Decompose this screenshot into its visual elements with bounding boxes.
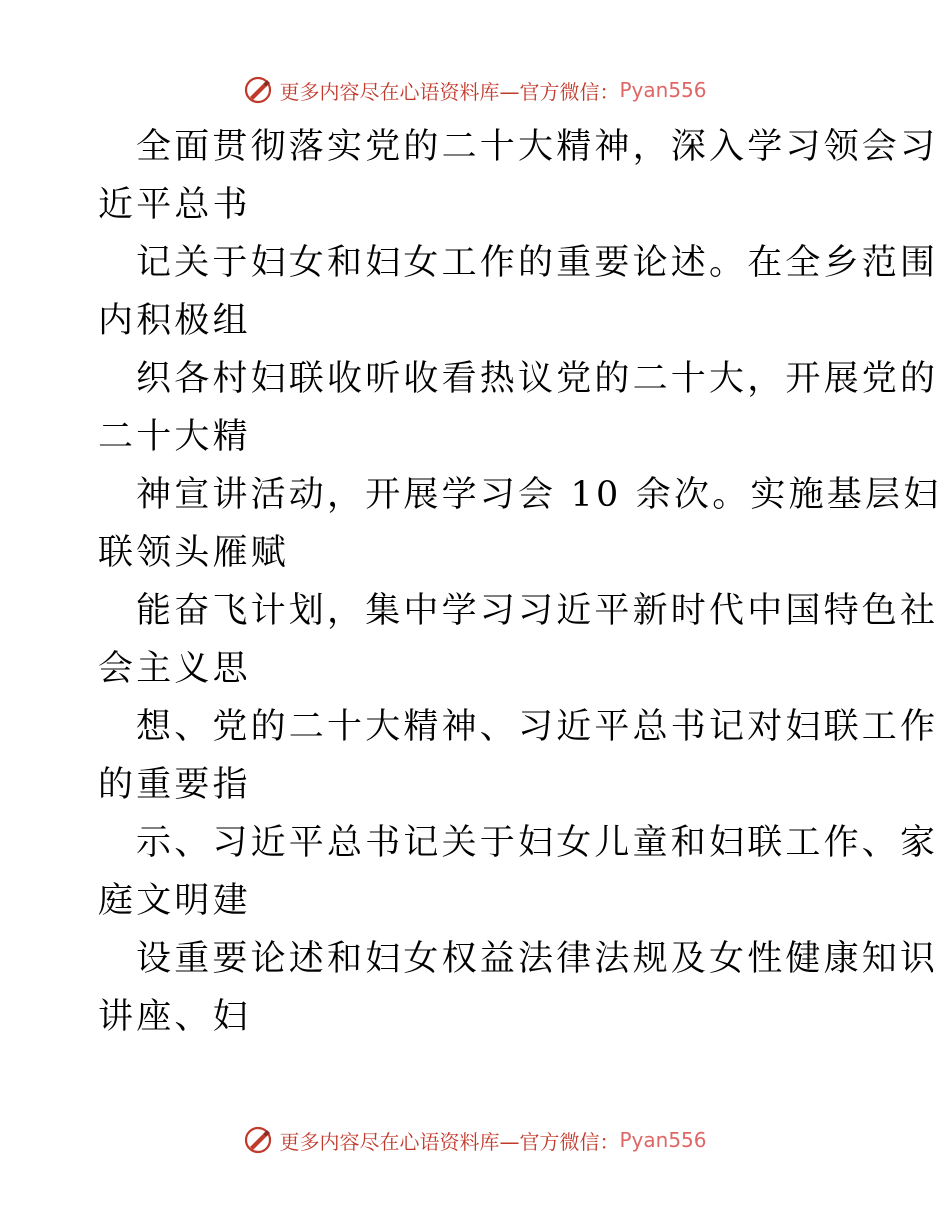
- watermark-text: 更多内容尽在心语资料库—官方微信：: [279, 1129, 620, 1154]
- text-line: 织各村妇联收听收看热议党的二十大，开展党的: [136, 359, 939, 399]
- text-line: 近平总书: [98, 185, 251, 225]
- text-line: 的重要指: [98, 765, 251, 805]
- text-line: 神宣讲活动，开展学习会 10 余次。实施基层妇: [136, 475, 942, 515]
- document-body: [98, 118, 942, 1046]
- text-line: 设重要论述和妇女权益法律法规及女性健康知识: [136, 939, 939, 979]
- footer-watermark: [0, 1122, 950, 1158]
- text-line: 能奋飞计划，集中学习习近平新时代中国特色社: [136, 591, 939, 631]
- text-line: 二十大精: [98, 417, 251, 457]
- text-line: 示、习近平总书记关于妇女儿童和妇联工作、家: [136, 823, 939, 863]
- watermark-contact: Pyan556: [619, 78, 707, 102]
- text-line: 会主义思: [98, 649, 251, 689]
- text-line: 想、党的二十大精神、习近平总书记对妇联工作: [136, 707, 939, 747]
- pen-circle-logo-icon: [243, 75, 273, 105]
- watermark-contact: Pyan556: [619, 1128, 707, 1152]
- text-line: 记关于妇女和妇女工作的重要论述。在全乡范围: [136, 243, 939, 283]
- text-line: 庭文明建: [98, 881, 251, 921]
- text-line: 讲座、妇: [98, 997, 251, 1037]
- text-line: 内积极组: [98, 301, 251, 341]
- text-line: 全面贯彻落实党的二十大精神，深入学习领会习: [136, 127, 939, 167]
- text-line: 联领头雁赋: [98, 533, 290, 573]
- watermark-text: 更多内容尽在心语资料库—官方微信：: [279, 79, 620, 104]
- pen-circle-logo-icon: [243, 1125, 273, 1155]
- header-watermark: [0, 72, 950, 108]
